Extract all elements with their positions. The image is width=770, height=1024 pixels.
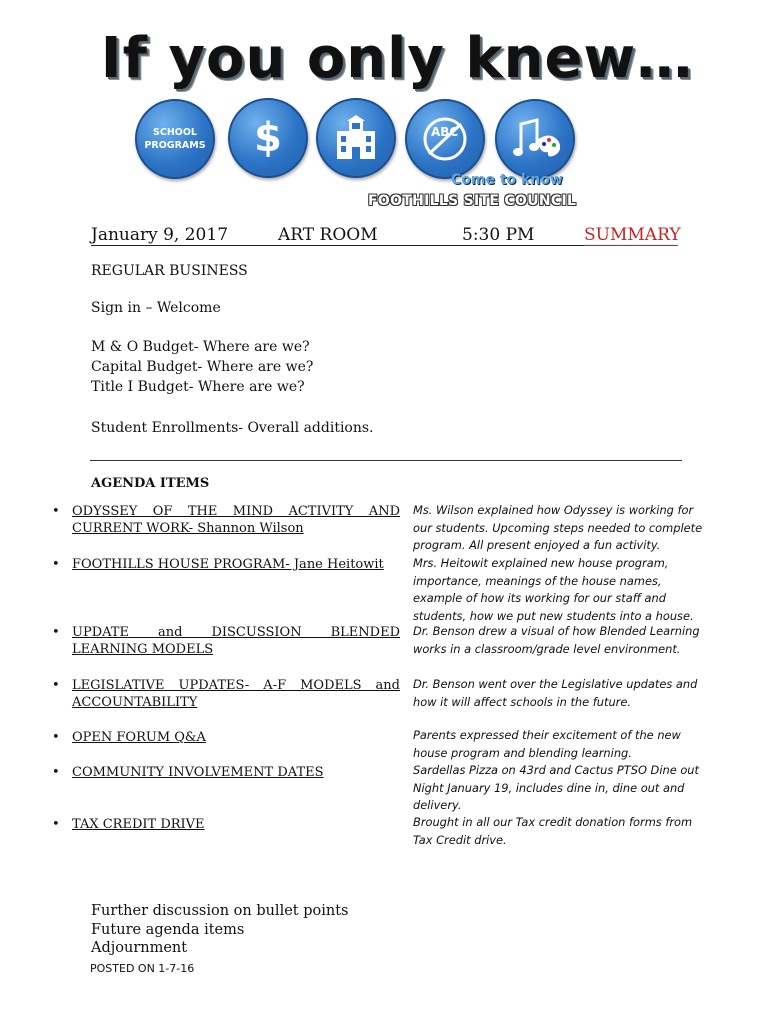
agenda-heading: AGENDA ITEMS — [91, 476, 210, 491]
closing-line: Adjournment — [91, 940, 188, 956]
agenda-note: Parents expressed their excitement of the new house program and blending learning. — [413, 728, 681, 760]
school-programs-icon — [135, 99, 215, 179]
banner-tagline-1: Come to know — [451, 172, 563, 188]
agenda-note: Dr. Benson drew a visual of how Blended Learning works in a classroom/grade level environment. — [413, 624, 700, 656]
agenda-item: • LEGISLATIVE UPDATES- A-F MODELS and ACCOUNTABILITY — [52, 678, 400, 710]
music-palette-icon — [495, 99, 575, 179]
agenda-item: • ODYSSEY OF THE MIND ACTIVITY AND CURRENT WORK- Shannon Wilson — [52, 504, 400, 536]
agenda-item-text: FOOTHILLS HOUSE PROGRAM- Jane Heitowit — [72, 557, 384, 572]
agenda-item-text: LEGISLATIVE UPDATES- A-F MODELS and ACCOUNTABILITY — [72, 678, 400, 710]
summary-label: SUMMARY — [584, 225, 681, 245]
budget-line: Capital Budget- Where are we? — [91, 359, 314, 375]
agenda-item-text: COMMUNITY INVOLVEMENT DATES — [72, 765, 324, 780]
closing-items — [91, 902, 348, 958]
posted-date: POSTED ON 1-7-16 — [90, 962, 195, 975]
agenda-item: • FOOTHILLS HOUSE PROGRAM- Jane Heitowit — [52, 556, 400, 573]
meeting-time: 5:30 PM — [404, 225, 584, 246]
meeting-room: ART ROOM — [244, 225, 404, 246]
dollar-sign: $ — [254, 115, 282, 161]
enrollment-text: Student Enrollments- Overall additions. — [91, 420, 374, 436]
agenda-note: Dr. Benson went over the Legislative updates and how it will affect schools in the future. — [413, 677, 698, 709]
regular-business-heading: REGULAR BUSINESS — [91, 263, 248, 279]
agenda-item-text: UPDATE and DISCUSSION BLENDED LEARNING MODELS — [72, 625, 400, 657]
agenda-note: Mrs. Heitowit explained new house program, importance, meanings of the house names, example of how its working for our staff and students, how we put new students into a house. — [413, 556, 694, 623]
banner-tagline-2: FOOTHILLS SITE COUNCIL — [368, 193, 577, 209]
sign-in-text: Sign in – Welcome — [91, 300, 221, 316]
school-programs-label: SCHOOL PROGRAMS — [144, 127, 206, 151]
agenda-item-text: ODYSSEY OF THE MIND ACTIVITY AND CURRENT WORK- Shannon Wilson — [72, 504, 400, 536]
agenda-item: • COMMUNITY INVOLVEMENT DATES — [52, 764, 400, 781]
section-divider — [90, 460, 682, 461]
abc-label: ABC — [431, 125, 459, 139]
closing-line: Further discussion on bullet points — [91, 903, 349, 919]
closing-line: Future agenda items — [91, 921, 245, 938]
agenda-item: • TAX CREDIT DRIVE — [52, 816, 400, 833]
budget-line: M & O Budget- Where are we? — [91, 339, 310, 355]
agenda-note: Sardellas Pizza on 43rd and Cactus PTSO Dine out Night January 19, includes dine in, dine out and delivery. — [413, 763, 699, 812]
agenda-item-text: OPEN FORUM Q&A — [72, 730, 206, 745]
agenda-item-text: TAX CREDIT DRIVE — [72, 817, 205, 832]
banner-title: If you only knew… — [100, 26, 694, 91]
school-building-icon — [316, 98, 396, 178]
meeting-date: January 9, 2017 — [91, 225, 244, 246]
agenda-item: • OPEN FORUM Q&A — [52, 729, 400, 746]
abc-icon — [405, 99, 485, 179]
budget-line: Title I Budget- Where are we? — [91, 379, 305, 395]
agenda-item: • UPDATE and DISCUSSION BLENDED LEARNING MODELS — [52, 625, 400, 657]
agenda-note: Brought in all our Tax credit donation forms from Tax Credit drive. — [413, 815, 693, 847]
agenda-note: Ms. Wilson explained how Odyssey is working for our students. Upcoming steps needed to complete program. All present enjoyed a fun activity. — [413, 503, 703, 552]
budget-list — [91, 337, 313, 397]
dollar-icon — [228, 98, 308, 178]
